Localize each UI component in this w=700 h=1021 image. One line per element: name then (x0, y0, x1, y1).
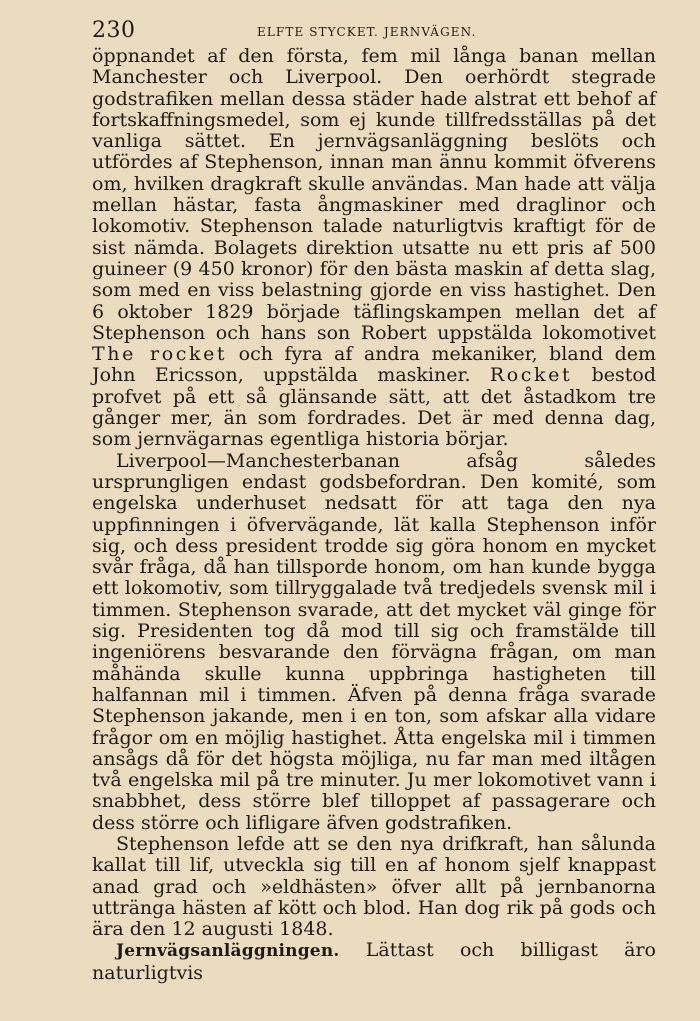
page-number: 230 (92, 18, 136, 43)
paragraph (92, 46, 656, 451)
page-header (92, 16, 656, 46)
body-text (92, 46, 656, 984)
paragraph (92, 940, 656, 984)
paragraph-text: bestod profvet på ett så glänsande sätt, att det åstadkom tre gånger mer, än som fordrades. Det är med denna dag, som jernvägarnas egentliga historia börjar. (92, 364, 656, 451)
running-head: ELFTE STYCKET. JERNVÄGEN. (257, 25, 477, 39)
paragraph-text: och fyra af andra mekaniker, bland dem John Ericsson, uppstälda maskiner. (92, 343, 656, 387)
emphasized-name-the-rocket: The rocket (92, 343, 228, 366)
paragraph-text: öppnandet af den första, fem mil långa banan mellan Manchester och Liverpool. Den oerhördt stegrade godstrafiken mellan dessa städer hade alstrat ett behof af fortskaffningsmedel, som ej kunde tillfredsställas på det vanliga sättet. En jernvägsanläggning beslöts och utfördes af Stephenson, innan man ännu kommit öfverens om, hvilken dragkraft skulle användas. Man hade att välja mellan hästar, fasta ångmaskiner med draglinor och lokomotiv. Stephenson talade naturligtvis kraftigt för de sist nämda. Bolagets direktion utsatte nu ett pris af 500 guineer (9 450 kronor) för den bästa maskin af detta slag, som med en viss belastning gjorde en viss hastighet. Den 6 oktober 1829 började täflingskampen mellan det af Stephenson och hans son Robert uppstälda lokomotivet (92, 45, 656, 344)
paragraph-text: Lättast och billigast äro naturligtvis (92, 939, 656, 984)
paragraph: Stephenson lefde att se den nya drifkraft, han sålunda kallat till lif, utveckla sig till en af honom sjelf knappast anad grad och »eldhästen» öfver allt på jernbanorna uttränga hästen af kött och blod. Han dog rik på gods och ära den 12 augusti 1848. (92, 832, 656, 941)
section-heading: Jernvägsanläggningen. (116, 941, 340, 962)
paragraph: Liverpool—Manchesterbanan afsåg således ursprungligen endast godsbefordran. Den komité, som engelska underhuset nedsatt för att taga den nya uppfinningen i öfvervägande, lät kalla Stephenson inför sig, och dess president trodde sig göra honom en mycket svår fråga, då han tillsporde honom, om han kunde bygga ett lokomotiv, som tillryggalade två tredjedels svensk mil i timmen. Stephenson svarade, att det mycket väl ginge för sig. Presidenten tog då mod till sig och framstälde till ingeniörens besvarande den förvägna frågan, om man måhända skulle kunna uppbringa hastigheten till halfannan mil i timmen. Äfven på denna fråga svarade Stephenson jakande, men i en ton, som afskar alla vidare frågor om en möjlig hastighet. Åtta engelska mil i timmen ansågs då för det högsta möjliga, nu far man med iltågen två engelska mil på tre minuter. Ju mer lokomotivet vann i snabbhet, dess större blef tilloppet af passagerare och dess större och lifligare äfven godstrafiken. (92, 449, 656, 834)
emphasized-name-rocket: Rocket (489, 364, 573, 387)
